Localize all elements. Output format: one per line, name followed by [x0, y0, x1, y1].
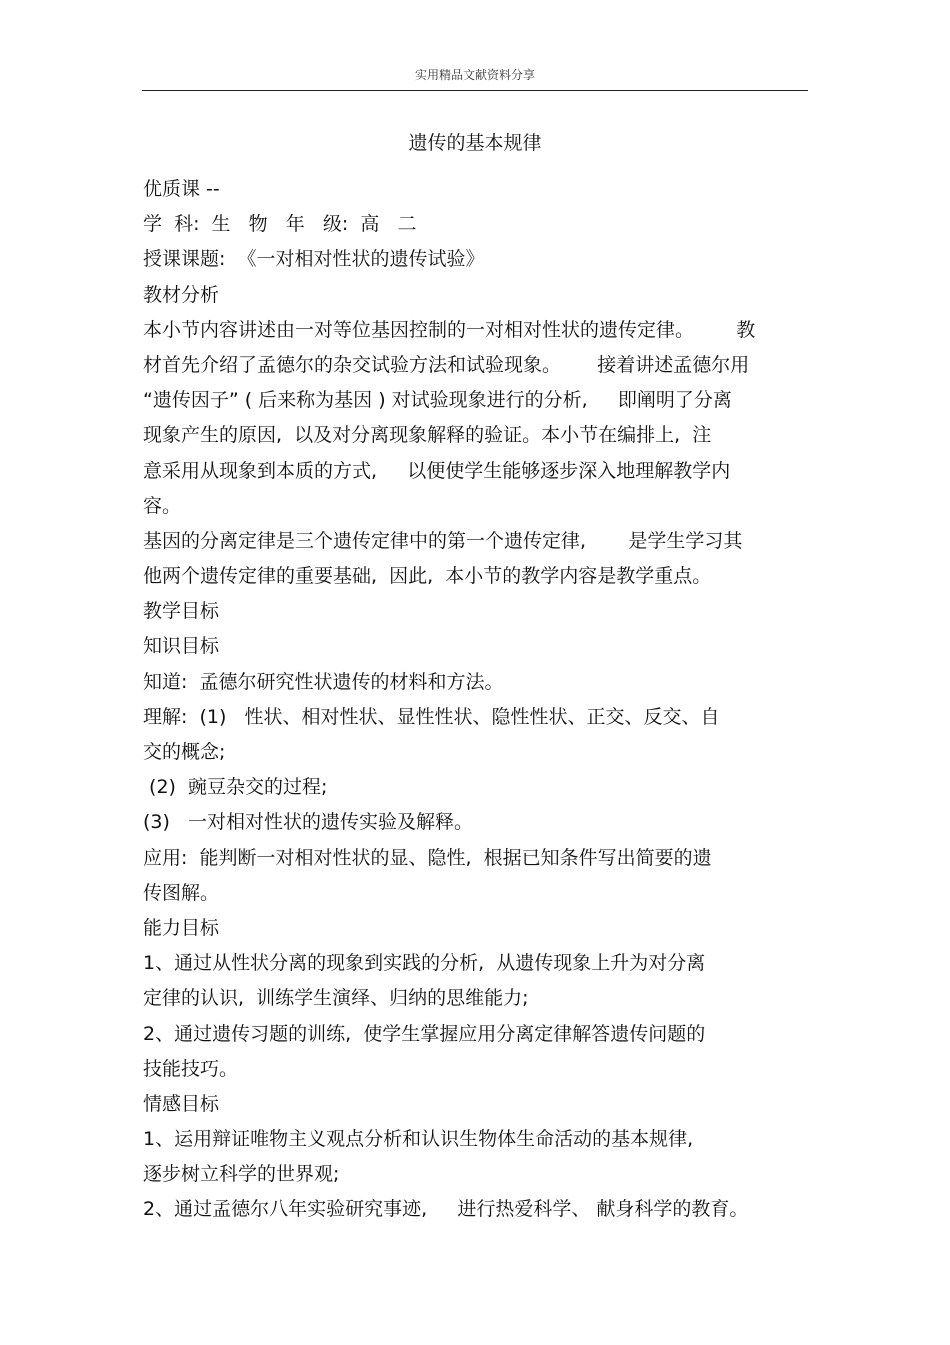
text-line: 授课课题: 《一对相对性状的遗传试验》: [143, 248, 485, 271]
text-line: 2、通过孟德尔八年实验研究事迹, 进行热爱科学、 献身科学的教育。: [143, 1198, 749, 1221]
text-line: (2) 豌豆杂交的过程;: [143, 776, 328, 799]
text-line: 他两个遗传定律的重要基础, 因此, 本小节的教学内容是教学重点。: [143, 565, 712, 588]
text-line: 技能技巧。: [143, 1057, 239, 1080]
document-title: 遗传的基本规律: [408, 132, 542, 154]
header-divider: [142, 90, 808, 91]
text-line: 1、运用辩证唯物主义观点分析和认识生物体生命活动的基本规律,: [143, 1128, 694, 1151]
text-line: 学 科: 生 物 年 级: 高 二: [143, 213, 417, 236]
text-line: 交的概念;: [143, 741, 226, 763]
text-line: 容。: [143, 494, 182, 517]
section-heading: 教材分析: [143, 283, 220, 306]
text-line: 2、通过遗传习题的训练, 使学生掌握应用分离定律解答遗传问题的: [143, 1022, 706, 1045]
text-line: 知道: 孟德尔研究性状遗传的材料和方法。: [143, 670, 504, 693]
text-line: 现象产生的原因, 以及对分离现象解释的验证。本小节在编排上, 注: [143, 424, 712, 447]
section-heading: 知识目标: [143, 635, 220, 658]
text-line: 本小节内容讲述由一对等位基因控制的一对相对性状的遗传定律。 教: [143, 318, 756, 341]
text-line: (3) 一对相对性状的遗传实验及解释。: [143, 811, 474, 834]
text-line: 意采用从现象到本质的方式, 以便使学生能够逐步深入地理解教学内: [143, 459, 731, 482]
text-line: 理解: (1) 性状、相对性状、显性性状、隐性性状、正交、反交、自: [143, 705, 720, 728]
page-header: 实用精品文献资料分享: [414, 68, 535, 82]
section-heading: 教学目标: [143, 600, 220, 623]
text-line: 1、通过从性状分离的现象到实践的分析, 从遗传现象上升为对分离: [143, 952, 706, 975]
text-line: 定律的认识, 训练学生演绎、归纳的思维能力;: [143, 987, 529, 1010]
text-line: 逐步树立科学的世界观;: [143, 1163, 340, 1186]
text-line: 优质课 --: [143, 178, 220, 200]
text-line: “遗传因子” ( 后来称为基因 ) 对试验现象进行的分析, 即阐明了分离: [143, 389, 732, 412]
section-heading: 情感目标: [143, 1092, 220, 1115]
section-heading: 能力目标: [143, 916, 220, 939]
text-line: 传图解。: [143, 881, 220, 904]
document-body: [143, 172, 815, 1228]
text-line: 材首先介绍了孟德尔的杂交试验方法和试验现象。 接着讲述孟德尔用: [143, 353, 750, 376]
text-line: 基因的分离定律是三个遗传定律中的第一个遗传定律, 是学生学习其: [143, 529, 743, 552]
text-line: 应用: 能判断一对相对性状的显、隐性, 根据已知条件写出简要的遗: [143, 846, 712, 869]
